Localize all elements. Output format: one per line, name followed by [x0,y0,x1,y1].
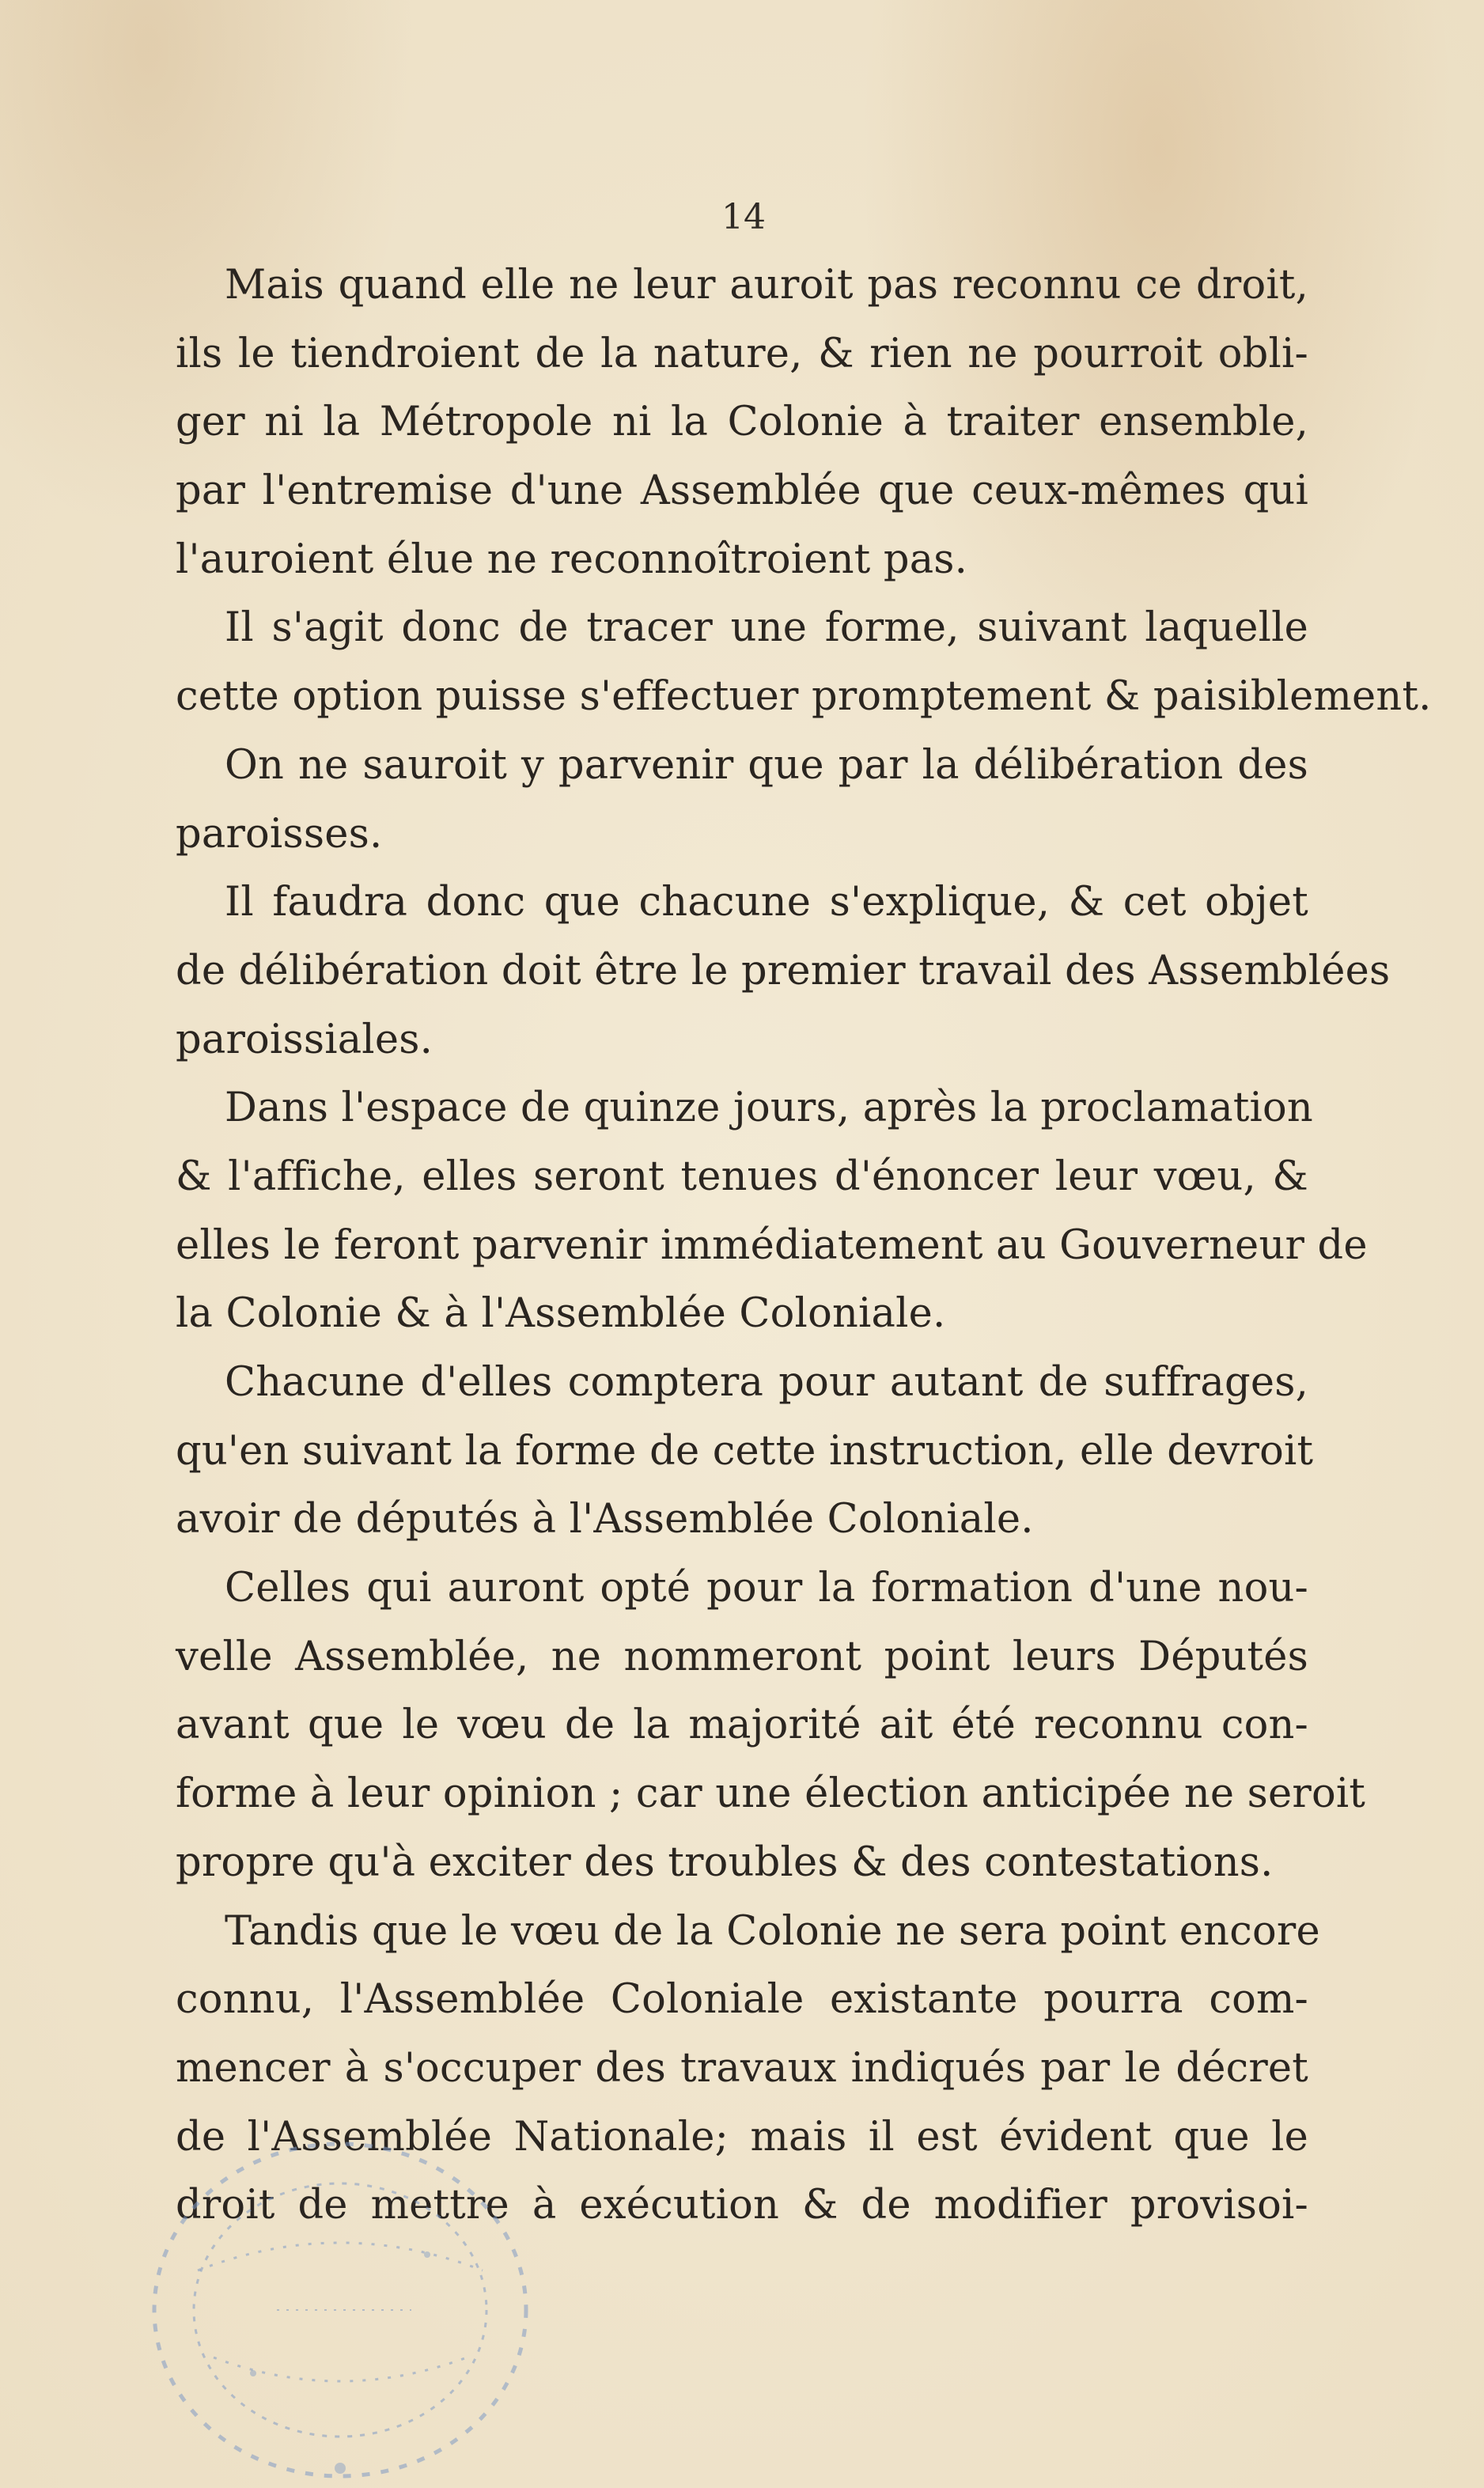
text-line: de délibération doit être le premier travail des Assemblées [176,947,1391,994]
text-line: Mais quand elle ne leur auroit pas reconnu ce droit, [225,262,1308,309]
text-line: par l'entremise d'une Assemblée que ceux-mêmes qui [176,468,1308,515]
text-line: Il s'agit donc de tracer une forme, suivant laquelle [225,604,1308,652]
text-line: la Colonie & à l'Assemblée Coloniale. [176,1290,946,1338]
page-number: 14 [721,197,766,237]
text-line: Chacune d'elles comptera pour autant de suffrages, [225,1359,1308,1406]
text-line: droit de mettre à exécution & de modifier provisoi- [176,2182,1308,2229]
text-line: paroisses. [176,810,383,858]
text-line: l'auroient élue ne reconnoîtroient pas. [176,536,968,583]
text-line: Celles qui auront opté pour la formation d'une nou- [225,1565,1308,1612]
text-line: de l'Assemblée Nationale; mais il est évident que le [176,2113,1308,2160]
text-line: velle Assemblée, ne nommeront point leurs Députés [176,1633,1308,1680]
text-line: forme à leur opinion ; car une élection anticipée ne seroit [176,1770,1366,1818]
text-line: cette option puisse s'effectuer promptement & paisiblement. [176,673,1432,721]
body-text [176,252,1432,2240]
text-line: paroissiales. [176,1016,433,1063]
text-line: mencer à s'occuper des travaux indiqués par le décret [176,2044,1308,2092]
text-line: On ne sauroit y parvenir que par la délibération des [225,741,1308,789]
text-line: & l'affiche, elles seront tenues d'énoncer leur vœu, & [176,1153,1308,1200]
text-line: ger ni la Métropole ni la Colonie à traiter ensemble, [176,399,1308,446]
text-line: Il faudra donc que chacune s'explique, & cet objet [225,879,1308,926]
text-line: avoir de députés à l'Assemblée Coloniale. [176,1496,1034,1543]
text-line: elles le feront parvenir immédiatement au Gouverneur de [176,1221,1368,1269]
text-line: propre qu'à exciter des troubles & des contestations. [176,1839,1274,1886]
text-line: Tandis que le vœu de la Colonie ne sera point encore [225,1907,1320,1955]
text-line: connu, l'Assemblée Coloniale existante pourra com- [176,1976,1308,2024]
text-line: avant que le vœu de la majorité ait été reconnu con- [176,1702,1308,1749]
text-line: qu'en suivant la forme de cette instruction, elle devroit [176,1427,1314,1475]
text-line: ils le tiendroient de la nature, & rien ne pourroit obli- [176,330,1308,377]
text-line: Dans l'espace de quinze jours, après la proclamation [225,1085,1313,1132]
